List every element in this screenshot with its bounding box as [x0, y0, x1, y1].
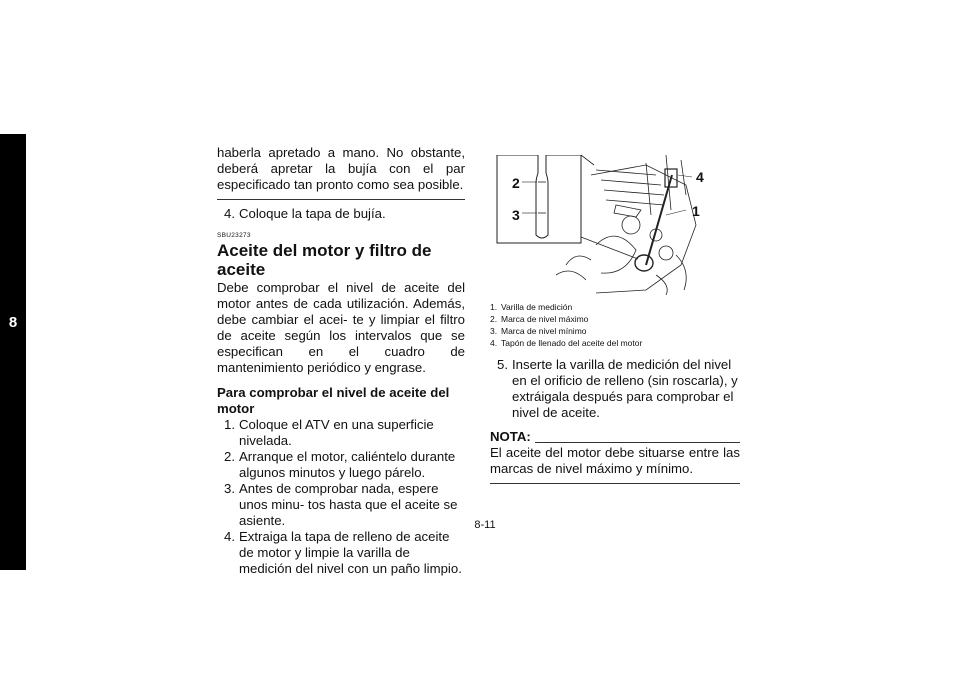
list-item [490, 313, 740, 325]
step-text: Arranque el motor, caliéntelo durante algunos minutos y luego párelo. [239, 449, 456, 480]
step-text: Inserte la varilla de medición del nivel en el orificio de relleno (sin roscarla), y extráigala después para comprobar el nivel de aceite. [512, 357, 738, 420]
warning-end-rule [217, 199, 465, 200]
chapter-tab-number: 8 [8, 314, 18, 331]
section-code: SBU23273 [217, 232, 251, 239]
callout-3: 3 [512, 207, 520, 223]
intro-paragraph: haberla apretado a mano. No obstante, deberá apretar la bujía con el par especificado tan pronto como sea posible. [217, 145, 465, 192]
list-item [217, 417, 465, 449]
step-number: 1. [224, 417, 235, 432]
step-number: 5. [497, 357, 508, 372]
list-item [490, 325, 740, 337]
page-number: 8-11 [474, 519, 496, 531]
engine-illustration [496, 155, 706, 295]
list-item [217, 449, 465, 481]
subheading: Para comprobar el nivel de aceite del motor [217, 385, 450, 416]
step-5-insert-dipstick [490, 357, 740, 421]
list-item [490, 301, 740, 313]
step-4-spark-plug [217, 206, 465, 222]
caption-text: Varilla de medición [501, 302, 573, 312]
step-number: 4. [224, 206, 235, 221]
caption-number: 1. [490, 302, 498, 312]
note-rule [535, 442, 740, 443]
note-label: NOTA: [490, 429, 531, 444]
figure-caption [490, 301, 740, 349]
steps-list [217, 417, 465, 577]
callout-4: 4 [696, 169, 704, 185]
right-column [490, 155, 740, 484]
note-header [490, 429, 740, 445]
list-item [217, 481, 465, 529]
step-number: 2. [224, 449, 235, 464]
caption-number: 4. [490, 338, 498, 348]
step-number: 3. [224, 481, 235, 496]
step-text: Coloque la tapa de bujía. [239, 206, 386, 221]
step-text: Antes de comprobar nada, espere unos minu- tos hasta que el aceite se asiente. [239, 481, 458, 528]
callout-2: 2 [512, 175, 520, 191]
note-end-rule [490, 483, 740, 484]
chapter-tab [0, 134, 26, 570]
caption-text: Marca de nivel mínimo [501, 326, 587, 336]
step-text: Coloque el ATV en una superficie nivelada. [239, 417, 434, 448]
left-column [217, 145, 465, 577]
list-item [490, 337, 740, 349]
list-item [217, 529, 465, 577]
section-title: Aceite del motor y filtro de aceite [217, 241, 432, 279]
section-body: Debe comprobar el nivel de aceite del motor antes de cada utilización. Además, debe cambiar el acei- te y limpiar el filtro de aceite según los intervalos que se especifican en el cuadro de mantenimiento periódico y engrase. [217, 280, 465, 375]
note-text: El aceite del motor debe situarse entre las marcas de nivel máximo y mínimo. [490, 445, 740, 476]
step-number: 4. [224, 529, 235, 544]
caption-text: Marca de nivel máximo [501, 314, 589, 324]
caption-number: 3. [490, 326, 498, 336]
caption-text: Tapón de llenado del aceite del motor [501, 338, 643, 348]
step-text: Extraiga la tapa de relleno de aceite de motor y limpie la varilla de medición del nivel con un paño limpio. [239, 529, 462, 576]
callout-1: 1 [692, 203, 700, 219]
caption-number: 2. [490, 314, 498, 324]
dipstick-figure [496, 155, 706, 295]
